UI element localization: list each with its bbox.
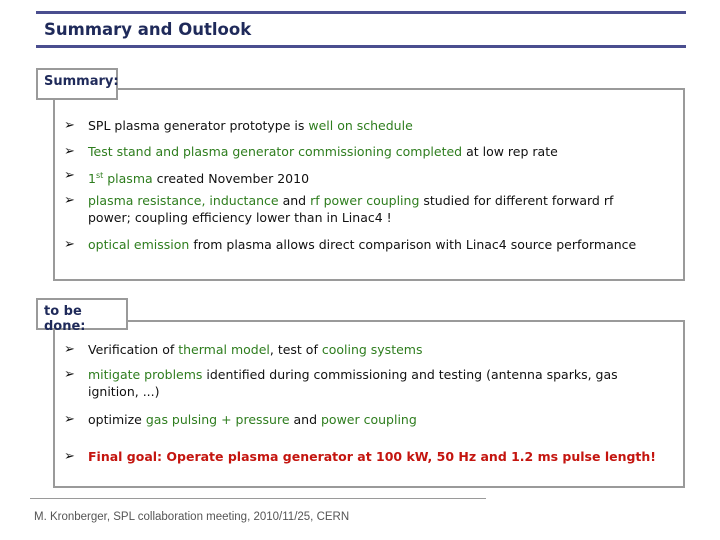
highlight: gas pulsing + pressure	[145, 412, 290, 427]
summary-bullet-2	[64, 143, 678, 160]
text: at low rep rate	[462, 144, 558, 159]
arrow-bullet-icon: ➢	[64, 367, 75, 382]
summary-bullet-1	[64, 117, 678, 134]
final-goal: Final goal: Operate plasma generator at 100 kW, 50 Hz and 1.2 ms pulse length!	[88, 449, 657, 464]
highlight: plasma	[103, 171, 153, 187]
summary-label: Summary:	[36, 68, 118, 100]
text: ignition, ...)	[88, 384, 160, 399]
todo-bullet-4	[64, 448, 678, 465]
footer-text: M. Kronberger, SPL collaboration meeting, 2010/11/25, CERN	[34, 511, 350, 523]
text: and	[289, 412, 321, 427]
text: created November 2010	[152, 171, 310, 187]
summary-bullet-5	[64, 236, 678, 253]
highlight: well on schedule	[308, 118, 413, 133]
highlight: optical emission	[88, 237, 190, 252]
text: , test of	[269, 342, 322, 357]
highlight: 1	[88, 171, 96, 187]
arrow-bullet-icon: ➢	[64, 449, 75, 464]
summary-bullet-4	[64, 192, 678, 226]
title-rule-bottom	[36, 45, 686, 48]
footer-rule	[30, 498, 486, 499]
arrow-bullet-icon: ➢	[64, 237, 75, 252]
highlight: plasma resistance, inductance	[88, 193, 279, 208]
arrow-bullet-icon: ➢	[64, 118, 75, 133]
summary-bullet-3	[64, 167, 678, 187]
arrow-bullet-icon: ➢	[64, 168, 75, 183]
text: and	[278, 193, 311, 208]
text: optimize	[88, 412, 146, 427]
highlight: Test stand and plasma generator commissioning completed	[88, 144, 463, 159]
text: identified during commissioning and testing (antenna sparks, gas	[202, 367, 618, 382]
title-rule-top	[36, 11, 686, 14]
highlight: rf power coupling	[310, 193, 420, 208]
superscript: st	[95, 171, 104, 180]
todo-bullet-1	[64, 341, 678, 358]
arrow-bullet-icon: ➢	[64, 193, 75, 208]
slide-title: Summary and Outlook	[44, 20, 252, 39]
todo-bullet-3	[64, 411, 678, 428]
arrow-bullet-icon: ➢	[64, 342, 75, 357]
highlight: mitigate problems	[88, 367, 203, 382]
todo-bullet-2	[64, 366, 678, 400]
arrow-bullet-icon: ➢	[64, 144, 75, 159]
highlight: power coupling	[320, 412, 417, 427]
text: SPL plasma generator prototype is	[88, 118, 309, 133]
text: from plasma allows direct comparison with Linac4 source performance	[189, 237, 637, 252]
arrow-bullet-icon: ➢	[64, 412, 75, 427]
text: studied for different forward rf	[419, 193, 614, 208]
highlight: cooling systems	[321, 342, 423, 357]
todo-label: to be done:	[36, 298, 128, 330]
text: Verification of	[88, 342, 179, 357]
text: power; coupling efficiency lower than in Linac4 !	[88, 210, 392, 225]
highlight: thermal model	[178, 342, 270, 357]
